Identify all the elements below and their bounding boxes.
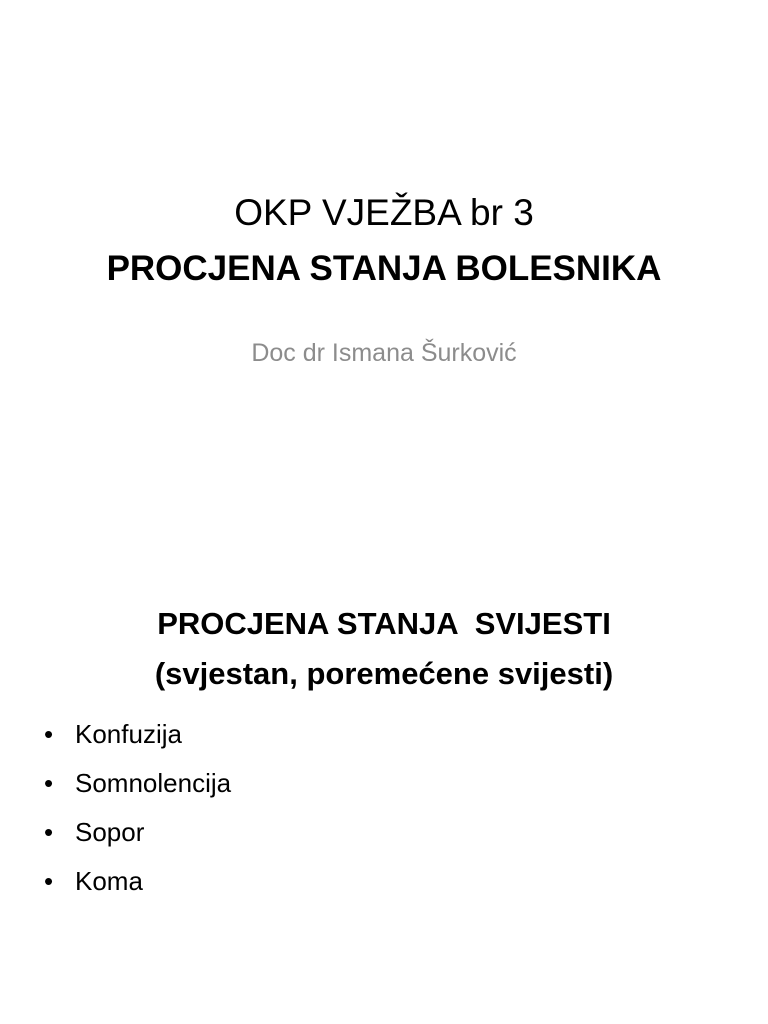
slide-subtitle-author: Doc dr Ismana Šurković (251, 339, 517, 367)
bullet-text: Sopor (75, 817, 145, 847)
bullet-item (44, 712, 231, 761)
bullet-text: Somnolencija (75, 768, 232, 798)
bullet-text: Koma (75, 866, 143, 896)
bullet-text: Konfuzija (75, 719, 182, 749)
slide-heading-line-2: (svjestan, poremećene svijesti) (154, 656, 614, 691)
bullet-icon: • (44, 866, 54, 896)
slide-heading-line-1: PROCJENA STANJA SVIJESTI (157, 606, 611, 641)
slide-title-line-2: PROCJENA STANJA BOLESNIKA (106, 249, 662, 288)
bullet-list (44, 712, 231, 908)
slide-title-line-1: OKP VJEŽBA br 3 (234, 192, 534, 233)
content-slide (0, 512, 768, 1024)
bullet-icon: • (44, 768, 54, 798)
bullet-item (44, 761, 231, 810)
bullet-item (44, 859, 231, 908)
bullet-icon: • (44, 719, 54, 749)
bullet-item (44, 810, 231, 859)
bullet-icon: • (44, 817, 54, 847)
